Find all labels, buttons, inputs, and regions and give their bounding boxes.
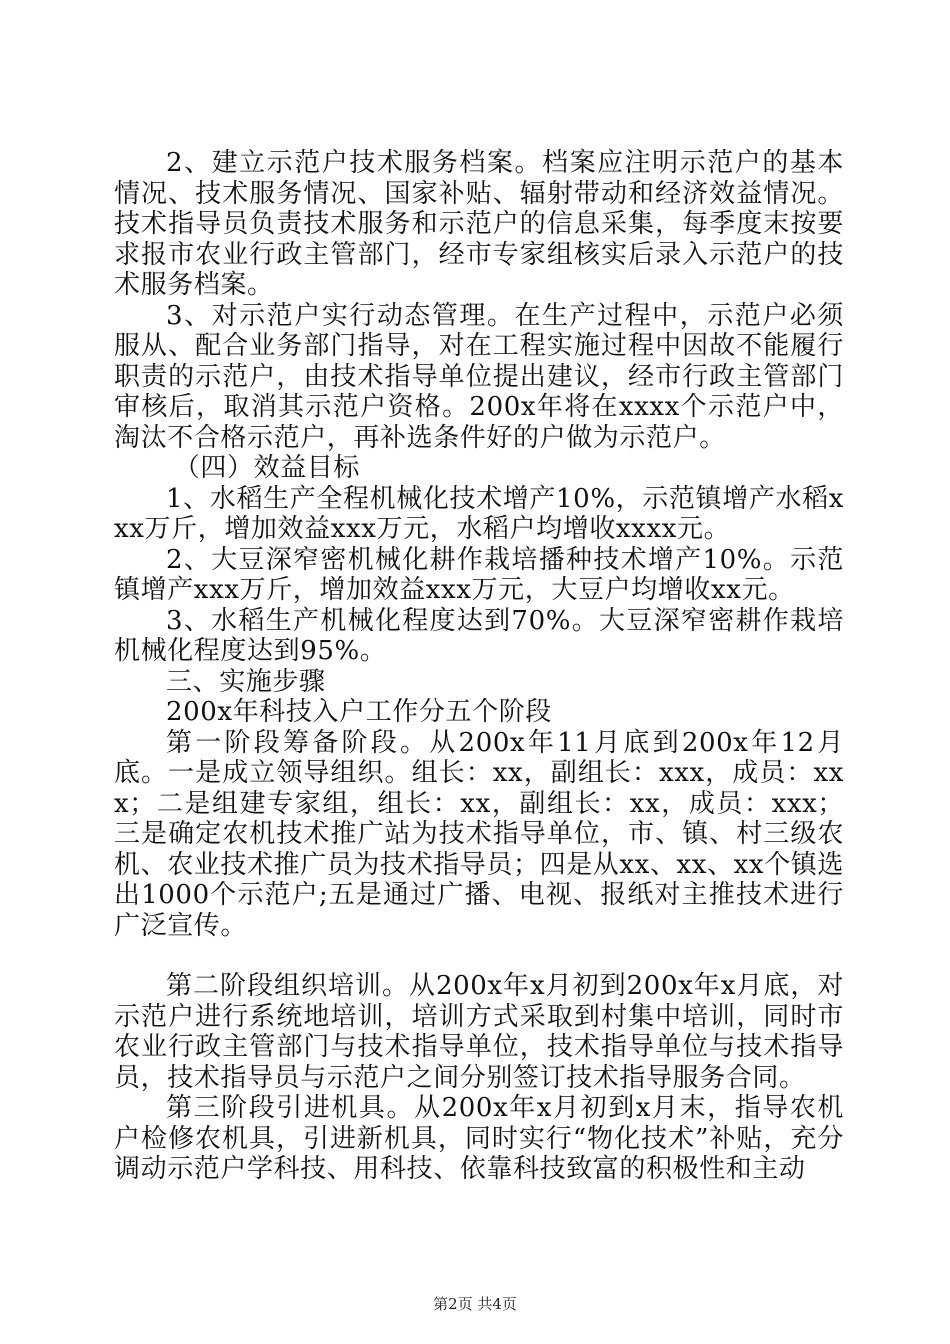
- document-body: [114, 148, 844, 1185]
- paragraph-five-stages: 200x年科技入户工作分五个阶段: [166, 697, 552, 727]
- paragraph-soybean-goal: 2、大豆深窄密机械化耕作栽培播种技术增产10%。示范镇增产xxx万斤，增加效益xxx万元，大豆户均增收xx元。: [114, 544, 844, 605]
- paragraph-gap: [114, 941, 844, 971]
- paragraph-stage-one: 第一阶段筹备阶段。从200x年11月底到200x年12月底。一是成立领导组织。组长：xx，副组长：xxx，成员：xxx；二是组建专家组，组长：xx，副组长：xx，成员：xxx；三是确定农机技术推广站为技术指导单位，市、镇、村三级农机、农业技术推广员为技术指导员；四是从xx、xx、xx个镇选出1000个示范户;五是通过广播、电视、报纸对主推技术进行广泛宣传。: [114, 727, 844, 941]
- paragraph-rice-goal: 1、水稻生产全程机械化技术增产10%，示范镇增产水稻xxx万斤，增加效益xxx万元，水稻户均增收xxxx元。: [114, 483, 844, 544]
- page-footer: 第2页 共4页: [433, 1295, 517, 1313]
- paragraph-stage-two: 第二阶段组织培训。从200x年x月初到200x年x月底，对示范户进行系统地培训，培训方式采取到村集中培训，同时市农业行政主管部门与技术指导单位，技术指导单位与技术指导员，技术指导员与示范户之间分别签订技术指导服务合同。: [114, 971, 844, 1093]
- heading-implementation-steps: 三、实施步骤: [166, 666, 326, 697]
- paragraph-archive: 2、建立示范户技术服务档案。档案应注明示范户的基本情况、技术服务情况、国家补贴、辐射带动和经济效益情况。技术指导员负责技术服务和示范户的信息采集，每季度末按要求报市农业行政主管部门，经市专家组核实后录入示范户的技术服务档案。: [114, 148, 844, 300]
- paragraph-stage-three: 第三阶段引进机具。从200x年x月初到x月末，指导农机户检修农机具，引进新机具，同时实行“物化技术”补贴，充分调动示范户学科技、用科技、依靠科技致富的积极性和主动: [114, 1093, 844, 1184]
- paragraph-dynamic-management: 3、对示范户实行动态管理。在生产过程中，示范户必须服从、配合业务部门指导，对在工程实施过程中因故不能履行职责的示范户，由技术指导单位提出建议，经市行政主管部门审核后，取消其示范户资格。200x年将在xxxx个示范户中，淘汰不合格示范户，再补选条件好的户做为示范户。: [114, 300, 844, 453]
- paragraph-mechanization-goal: 3、水稻生产机械化程度达到70%。大豆深窄密耕作栽培机械化程度达到95%。: [114, 605, 844, 666]
- heading-benefit-goals: （四）效益目标: [173, 453, 360, 483]
